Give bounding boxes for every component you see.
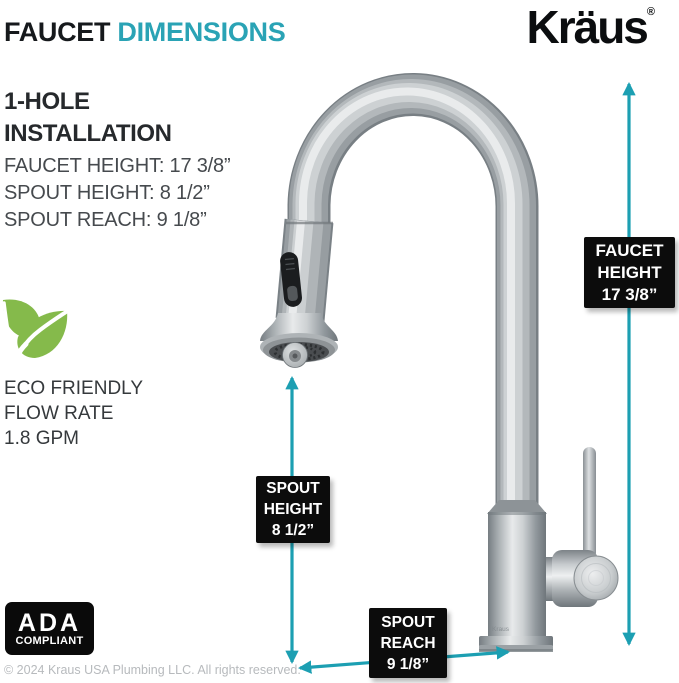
gooseneck-spout [303, 91, 517, 516]
faucet-body-column [488, 512, 546, 640]
registered-trademark-icon: ® [646, 6, 655, 18]
spec-spout-height: SPOUT HEIGHT: 8 1/2” [4, 182, 210, 204]
leaf-icon [3, 299, 67, 377]
installation-heading-line2: INSTALLATION [4, 120, 172, 147]
faucet-body-etching: Kraus [492, 626, 509, 633]
handle-lever-rod [583, 447, 596, 559]
handle-knob-cap [574, 556, 618, 600]
installation-heading-line1: 1-HOLE [4, 88, 90, 115]
ada-badge-title: ADA [17, 608, 82, 637]
ada-compliant-badge [5, 602, 94, 655]
page-title-accent: DIMENSIONS [117, 17, 286, 47]
spout-height-label: SPOUT HEIGHT 8 1/2” [256, 476, 330, 543]
eco-line1: ECO FRIENDLY [4, 378, 144, 399]
spout-reach-label: SPOUT REACH 9 1/8” [369, 608, 447, 678]
ada-badge-subtitle: COMPLIANT [15, 634, 84, 647]
eco-line2: FLOW RATE [4, 403, 114, 424]
sprayer-head [260, 313, 338, 368]
copyright-text: © 2024 Kraus USA Plumbing LLC. All rights reserved. [4, 663, 301, 677]
brand-wordmark: Kräus [526, 1, 647, 53]
page-title-primary: FAUCET [4, 17, 111, 47]
faucet-body-base [479, 500, 553, 652]
eco-line3: 1.8 GPM [4, 428, 79, 449]
faucet-height-label: FAUCET HEIGHT 17 3/8” [584, 237, 675, 308]
spec-spout-reach: SPOUT REACH: 9 1/8” [4, 209, 207, 231]
spec-faucet-height: FAUCET HEIGHT: 17 3/8” [4, 155, 231, 177]
faucet-image [260, 91, 618, 652]
sprayer-button [287, 285, 299, 301]
